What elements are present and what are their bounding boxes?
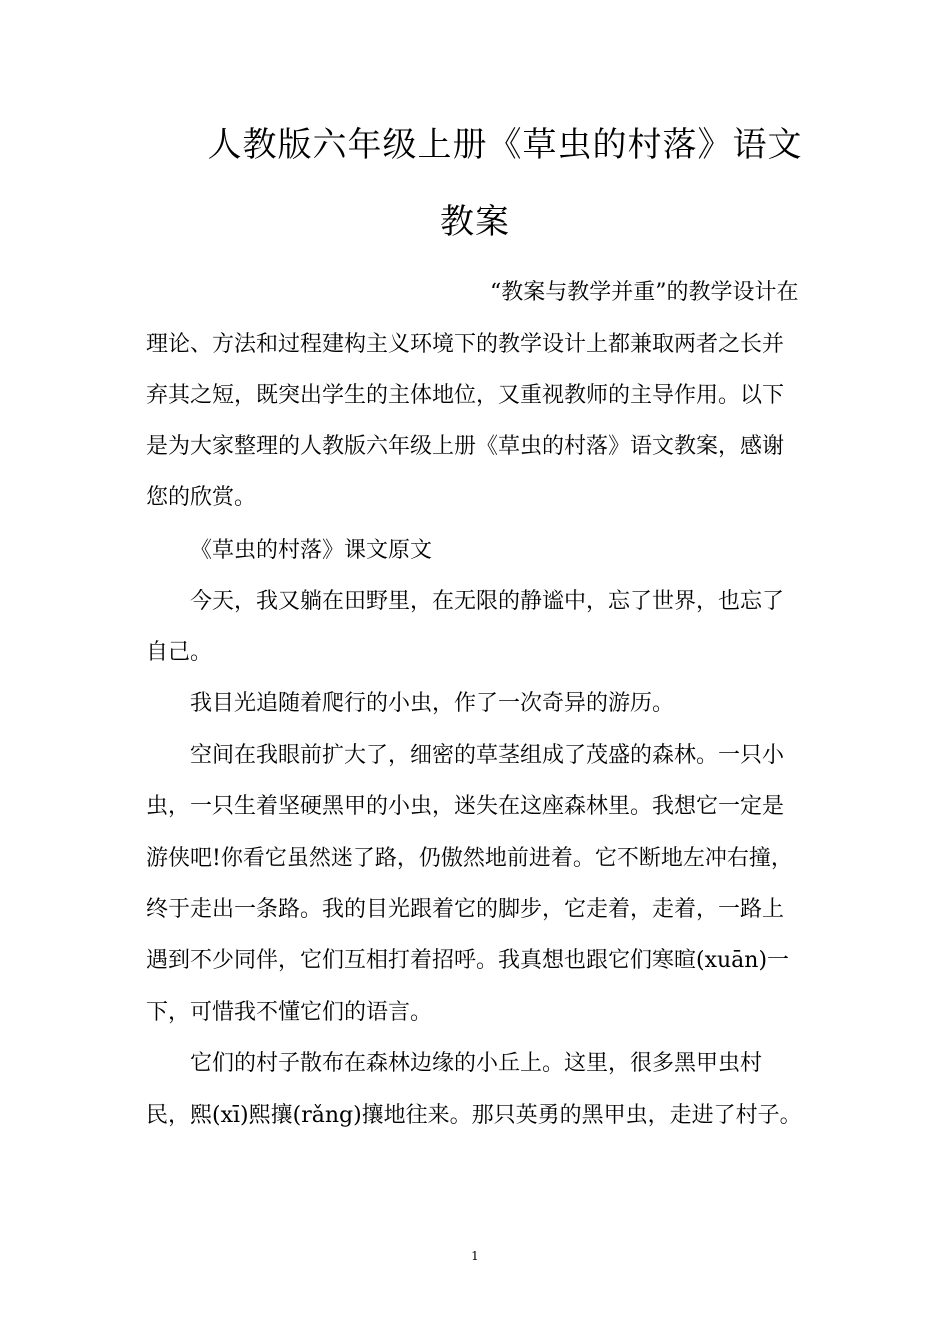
body-line: 今天，我又躺在田野里，在无限的静谧中，忘了世界，也忘了 bbox=[190, 589, 785, 614]
body-line: 我目光追随着爬行的小虫，作了一次奇异的游历。 bbox=[190, 691, 675, 716]
title-line-2: 教案 bbox=[440, 202, 510, 242]
body-line: 弃其之短，既突出学生的主体地位，又重视教师的主导作用。以下 bbox=[146, 383, 785, 408]
body-line: 终于走出一条路。我的目光跟着它的脚步，它走着，走着，一路上 bbox=[146, 897, 785, 922]
body-line: 民，熙(xī)熙攘(rǎng)攘地往来。那只英勇的黑甲虫，走进了村子。 bbox=[146, 1103, 802, 1128]
body-line: 是为大家整理的人教版六年级上册《草虫的村落》语文教案，感谢 bbox=[146, 434, 785, 459]
body-line: “教案与教学并重”的教学设计在 bbox=[490, 280, 799, 305]
body-line: 自己。 bbox=[146, 640, 213, 665]
body-line: 理论、方法和过程建构主义环境下的教学设计上都兼取两者之长并 bbox=[146, 332, 785, 357]
title-line-1: 人教版六年级上册《草虫的村落》语文 bbox=[207, 125, 803, 165]
body-line: 空间在我眼前扩大了，细密的草茎组成了茂盛的森林。一只小 bbox=[190, 743, 785, 768]
body-line: 下，可惜我不懂它们的语言。 bbox=[146, 1000, 433, 1025]
body-line: 您的欣赏。 bbox=[146, 485, 257, 510]
body-line: 它们的村子散布在森林边缘的小丘上。这里，很多黑甲虫村 bbox=[190, 1051, 763, 1076]
body-line: 虫，一只生着坚硬黑甲的小虫，迷失在这座森林里。我想它一定是 bbox=[146, 794, 785, 819]
body-line: 游侠吧!你看它虽然迷了路，仍傲然地前进着。它不断地左冲右撞， bbox=[146, 846, 793, 871]
body-line: 遇到不少同伴，它们互相打着招呼。我真想也跟它们寒暄(xuān)一 bbox=[146, 948, 790, 973]
page-number: 1 bbox=[471, 1249, 479, 1263]
section-heading: 《草虫的村落》课文原文 bbox=[190, 538, 433, 563]
